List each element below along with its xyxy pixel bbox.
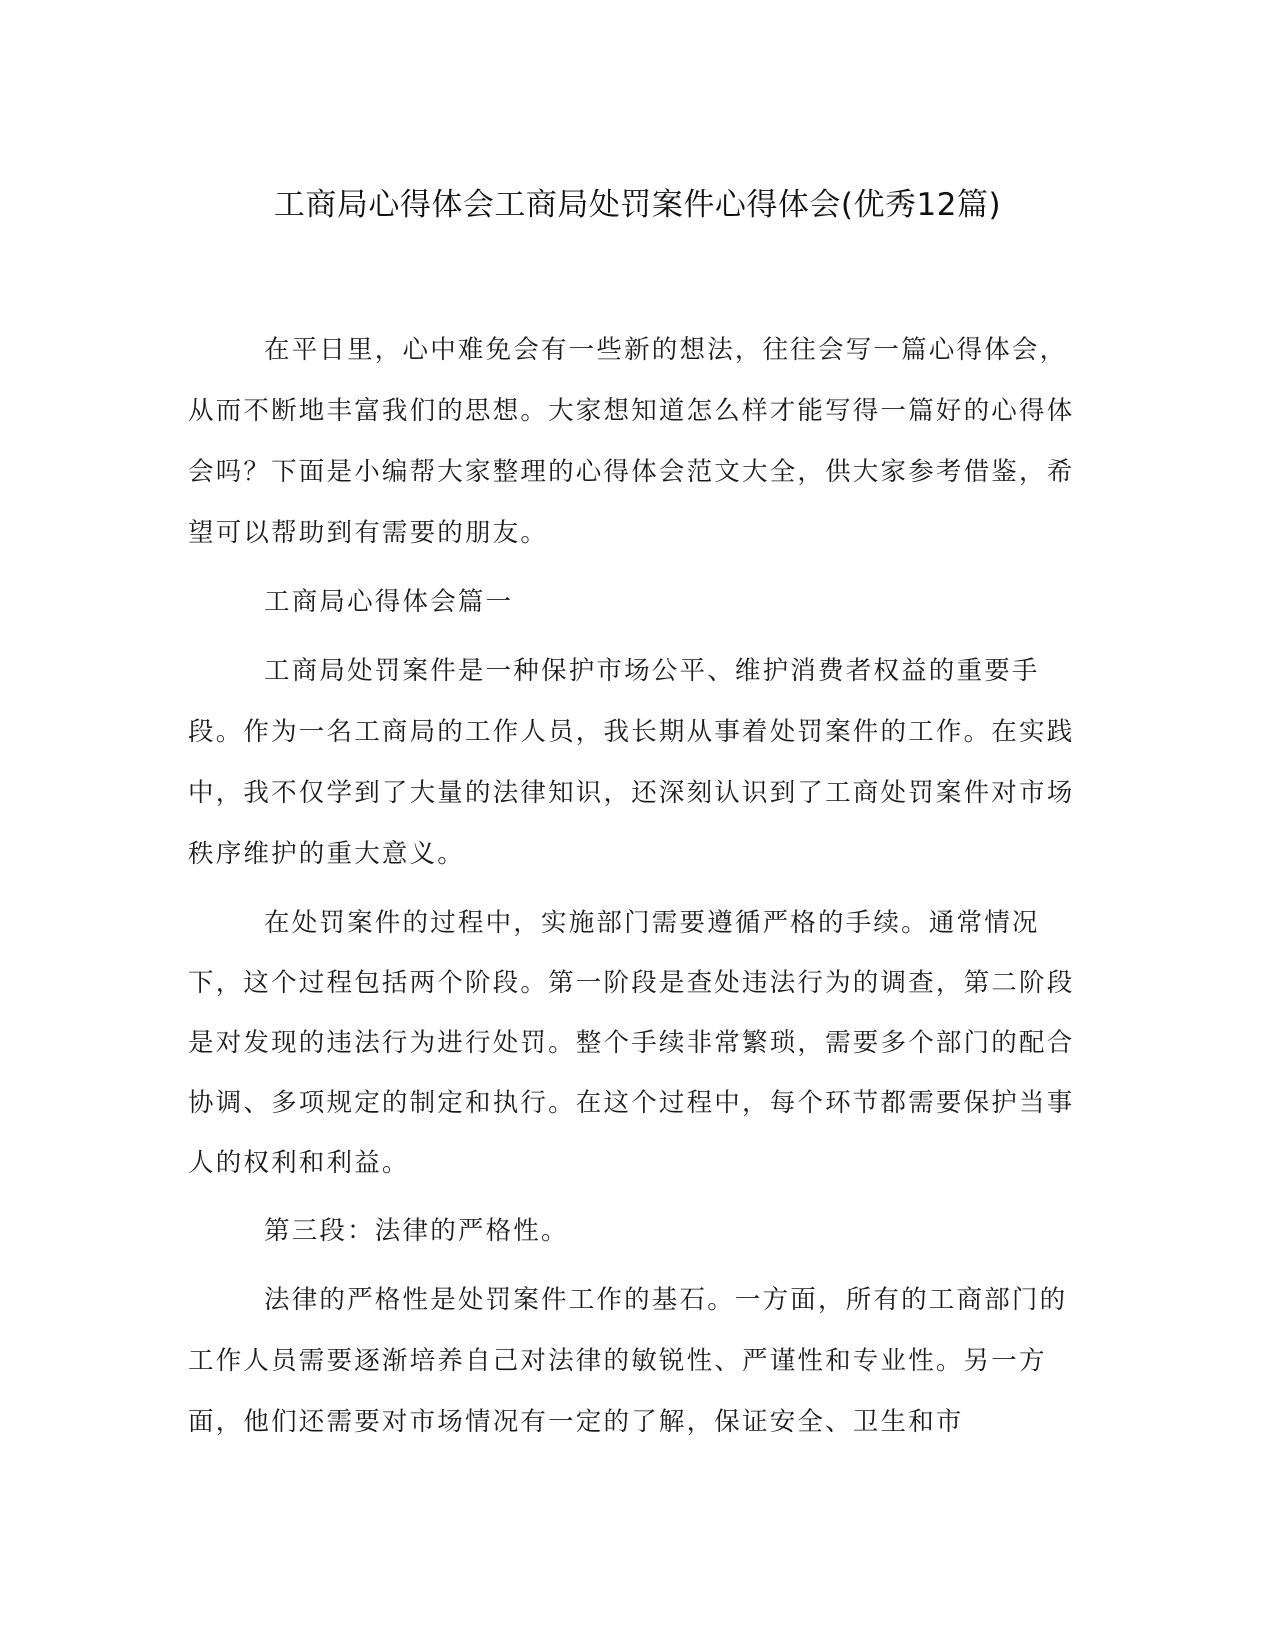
- body-paragraph: 工商局处罚案件是一种保护市场公平、维护消费者权益的重要手段。作为一名工商局的工作人员，我长期从事着处罚案件的工作。在实践中，我不仅学到了大量的法律知识，还深刻认识到了工商处罚案件对市场秩序维护的重大意义。: [188, 656, 1075, 869]
- intro-paragraph: 在平日里，心中难免会有一些新的想法，往往会写一篇心得体会，从而不断地丰富我们的思想。大家想知道怎么样才能写得一篇好的心得体会吗？下面是小编帮大家整理的心得体会范文大全，供大家参考借鉴，希望可以帮助到有需要的朋友。: [188, 335, 1075, 548]
- body-paragraph: 在处罚案件的过程中，实施部门需要遵循严格的手续。通常情况下，这个过程包括两个阶段。第一阶段是查处违法行为的调查，第二阶段是对发现的违法行为进行处罚。整个手续非常繁琐，需要多个部门的配合协调、多项规定的制定和执行。在这个过程中，每个环节都需要保护当事人的权利和利益。: [188, 908, 1075, 1178]
- section-heading-part-three: 第三段：法律的严格性。: [264, 1216, 569, 1246]
- body-paragraph: 法律的严格性是处罚案件工作的基石。一方面，所有的工商部门的工作人员需要逐渐培养自己对法律的敏锐性、严谨性和专业性。另一方面，他们还需要对市场情况有一定的了解，保证安全、卫生和市: [188, 1285, 1068, 1437]
- document-title: 工商局心得体会工商局处罚案件心得体会(优秀12篇): [273, 187, 1002, 223]
- section-heading-part-one: 工商局心得体会篇一: [264, 587, 514, 617]
- document-body: [188, 320, 1078, 1461]
